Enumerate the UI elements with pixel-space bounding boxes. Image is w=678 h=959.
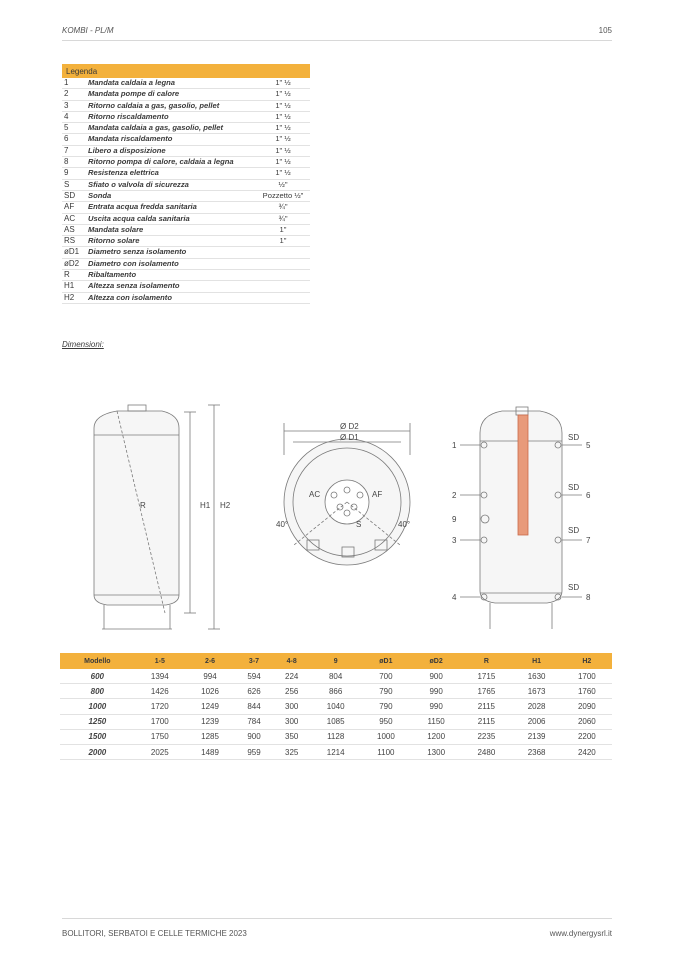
value-cell: 784 (235, 714, 273, 729)
legend-key: 8 (62, 157, 86, 168)
legend-size: 1" (256, 224, 310, 235)
footer-title: BOLLITORI, SERBATOI E CELLE TERMICHE 2023 (62, 929, 247, 938)
legend-row (62, 270, 310, 281)
legend-table (62, 64, 310, 304)
table-row (60, 729, 612, 744)
table-row (60, 744, 612, 759)
label-sd: SD (568, 583, 580, 592)
value-cell: 2368 (511, 744, 561, 759)
value-cell: 2420 (562, 744, 612, 759)
value-cell: 1765 (461, 684, 511, 699)
legend-size: ¾" (256, 202, 310, 213)
column-header: 2-6 (185, 653, 235, 669)
value-cell: 224 (273, 669, 311, 684)
label-1: 1 (452, 441, 457, 450)
legend-description: Ritorno caldaia a gas, gasolio, pellet (86, 100, 256, 111)
value-cell: 1426 (135, 684, 185, 699)
value-cell: 990 (411, 699, 461, 714)
legend-key: 2 (62, 89, 86, 100)
value-cell: 1200 (411, 729, 461, 744)
value-cell: 1750 (135, 729, 185, 744)
legend-size: 1" (256, 236, 310, 247)
legend-description: Diametro senza isolamento (86, 247, 256, 258)
value-cell: 950 (361, 714, 411, 729)
legend-size: 1" ½ (256, 111, 310, 122)
value-cell: 1394 (135, 669, 185, 684)
label-3: 3 (452, 536, 457, 545)
legend-row (62, 202, 310, 213)
label-5: 5 (586, 441, 591, 450)
dimensions-label: Dimensioni: (62, 340, 104, 349)
legend-size: ¾" (256, 213, 310, 224)
legend-size (256, 281, 310, 292)
side-view-drawing (94, 405, 220, 629)
value-cell: 256 (273, 684, 311, 699)
legend-description: Entrata acqua fredda sanitaria (86, 202, 256, 213)
label-d1: Ø D1 (340, 433, 359, 442)
label-angle-left: 40° (276, 520, 289, 529)
value-cell: 866 (311, 684, 361, 699)
legend-key: 1 (62, 78, 86, 89)
label-d2: Ø D2 (340, 422, 359, 431)
legend-row (62, 168, 310, 179)
legend-description: Libero a disposizione (86, 145, 256, 156)
value-cell: 2025 (135, 744, 185, 759)
legend-key: øD1 (62, 247, 86, 258)
footer-url[interactable]: www.dynergysrl.it (549, 929, 612, 938)
label-ac: AC (309, 490, 321, 499)
legend-key: AC (62, 213, 86, 224)
value-cell: 2200 (562, 729, 612, 744)
legend-row (62, 224, 310, 235)
page-footer (62, 918, 612, 939)
value-cell: 300 (273, 714, 311, 729)
label-sd: SD (568, 433, 580, 442)
column-header: 9 (311, 653, 361, 669)
value-cell: 1000 (361, 729, 411, 744)
value-cell: 900 (411, 669, 461, 684)
legend-key: H2 (62, 292, 86, 303)
legend-description: Sonda (86, 190, 256, 201)
legend-description: Mandata caldaia a legna (86, 78, 256, 89)
value-cell: 1715 (461, 669, 511, 684)
legend-key: H1 (62, 281, 86, 292)
value-cell: 1085 (311, 714, 361, 729)
legend-size (256, 258, 310, 269)
legend-row (62, 213, 310, 224)
label-sd: SD (568, 483, 580, 492)
value-cell: 2480 (461, 744, 511, 759)
legend-row (62, 292, 310, 303)
legend-row (62, 78, 310, 89)
legend-key: 3 (62, 100, 86, 111)
legend-row (62, 145, 310, 156)
column-header: Modello (60, 653, 135, 669)
table-row (60, 699, 612, 714)
value-cell: 1239 (185, 714, 235, 729)
value-cell: 2090 (562, 699, 612, 714)
value-cell: 844 (235, 699, 273, 714)
value-cell: 1285 (185, 729, 235, 744)
column-header: 4-8 (273, 653, 311, 669)
value-cell: 594 (235, 669, 273, 684)
doc-title: KOMBI - PL/M (62, 26, 114, 35)
legend-description: Diametro con isolamento (86, 258, 256, 269)
value-cell: 1630 (511, 669, 561, 684)
value-cell: 1760 (562, 684, 612, 699)
label-8: 8 (586, 593, 591, 602)
legend-description: Mandata riscaldamento (86, 134, 256, 145)
value-cell: 804 (311, 669, 361, 684)
value-cell: 1128 (311, 729, 361, 744)
legend-description: Mandata caldaia a gas, gasolio, pellet (86, 123, 256, 134)
model-cell: 1000 (60, 699, 135, 714)
legend-key: 6 (62, 134, 86, 145)
legend-row (62, 89, 310, 100)
legend-description: Ritorno riscaldamento (86, 111, 256, 122)
label-9: 9 (452, 515, 457, 524)
value-cell: 2115 (461, 699, 511, 714)
value-cell: 325 (273, 744, 311, 759)
legend-size: 1" ½ (256, 89, 310, 100)
legend-row (62, 247, 310, 258)
table-row (60, 669, 612, 684)
column-header: 3-7 (235, 653, 273, 669)
legend-description: Uscita acqua calda sanitaria (86, 213, 256, 224)
label-r: R (140, 501, 146, 510)
model-cell: 1250 (60, 714, 135, 729)
value-cell: 300 (273, 699, 311, 714)
table-row (60, 684, 612, 699)
label-4: 4 (452, 593, 457, 602)
model-cell: 600 (60, 669, 135, 684)
legend-size: 1" ½ (256, 100, 310, 111)
section-view-drawing (460, 407, 582, 629)
legend-size: 1" ½ (256, 123, 310, 134)
legend-key: S (62, 179, 86, 190)
value-cell: 2235 (461, 729, 511, 744)
legend-size: 1" ½ (256, 145, 310, 156)
legend-size: Pozzetto ½" (256, 190, 310, 201)
legend-size: 1" ½ (256, 168, 310, 179)
legend-row (62, 134, 310, 145)
legend-row (62, 258, 310, 269)
legend-key: 9 (62, 168, 86, 179)
column-header: 1-5 (135, 653, 185, 669)
legend-size (256, 270, 310, 281)
value-cell: 790 (361, 684, 411, 699)
value-cell: 2060 (562, 714, 612, 729)
table-row (60, 714, 612, 729)
legend-description: Mandata solare (86, 224, 256, 235)
value-cell: 1673 (511, 684, 561, 699)
value-cell: 1720 (135, 699, 185, 714)
technical-drawings (62, 395, 622, 640)
top-view-drawing (284, 423, 410, 565)
value-cell: 1100 (361, 744, 411, 759)
legend-description: Ritorno solare (86, 236, 256, 247)
label-7: 7 (586, 536, 591, 545)
label-af: AF (372, 490, 383, 499)
label-6: 6 (586, 491, 591, 500)
legend-description: Mandata pompe di calore (86, 89, 256, 100)
value-cell: 2115 (461, 714, 511, 729)
model-cell: 2000 (60, 744, 135, 759)
column-header: H1 (511, 653, 561, 669)
legend-description: Ritorno pompa di calore, caldaia a legna (86, 157, 256, 168)
model-cell: 1500 (60, 729, 135, 744)
legend-size: 1" ½ (256, 134, 310, 145)
legend-description: Ribaltamento (86, 270, 256, 281)
legend-row (62, 281, 310, 292)
legend-row (62, 100, 310, 111)
value-cell: 1489 (185, 744, 235, 759)
value-cell: 1249 (185, 699, 235, 714)
value-cell: 790 (361, 699, 411, 714)
legend-key: øD2 (62, 258, 86, 269)
legend-description: Altezza con isolamento (86, 292, 256, 303)
legend-key: 7 (62, 145, 86, 156)
dimensions-table (60, 653, 612, 760)
value-cell: 1150 (411, 714, 461, 729)
label-s: S (356, 520, 362, 529)
legend-key: R (62, 270, 86, 281)
value-cell: 1026 (185, 684, 235, 699)
legend-row (62, 236, 310, 247)
value-cell: 900 (235, 729, 273, 744)
value-cell: 700 (361, 669, 411, 684)
legend-row (62, 179, 310, 190)
legend-description: Altezza senza isolamento (86, 281, 256, 292)
value-cell: 1040 (311, 699, 361, 714)
value-cell: 1700 (135, 714, 185, 729)
value-cell: 959 (235, 744, 273, 759)
legend-key: SD (62, 190, 86, 201)
label-h2: H2 (220, 501, 231, 510)
page-header (62, 26, 612, 41)
label-angle-right: 40° (398, 520, 411, 529)
value-cell: 994 (185, 669, 235, 684)
legend-title: Legenda (62, 64, 310, 78)
legend-size (256, 247, 310, 258)
legend-row (62, 111, 310, 122)
value-cell: 2139 (511, 729, 561, 744)
page-number: 105 (598, 26, 612, 35)
column-header: øD1 (361, 653, 411, 669)
legend-size (256, 292, 310, 303)
label-sd: SD (568, 526, 580, 535)
legend-key: 4 (62, 111, 86, 122)
value-cell: 2006 (511, 714, 561, 729)
column-header: R (461, 653, 511, 669)
value-cell: 626 (235, 684, 273, 699)
value-cell: 1300 (411, 744, 461, 759)
legend-key: RS (62, 236, 86, 247)
value-cell: 1700 (562, 669, 612, 684)
legend-row (62, 157, 310, 168)
value-cell: 1214 (311, 744, 361, 759)
legend-size: 1" ½ (256, 78, 310, 89)
legend-row (62, 123, 310, 134)
column-header: H2 (562, 653, 612, 669)
value-cell: 350 (273, 729, 311, 744)
legend-size: 1" ½ (256, 157, 310, 168)
legend-description: Sfiato o valvola di sicurezza (86, 179, 256, 190)
legend-key: AS (62, 224, 86, 235)
model-cell: 800 (60, 684, 135, 699)
legend-size: ½" (256, 179, 310, 190)
column-header: øD2 (411, 653, 461, 669)
value-cell: 2028 (511, 699, 561, 714)
legend-key: AF (62, 202, 86, 213)
legend-description: Resistenza elettrica (86, 168, 256, 179)
label-h1: H1 (200, 501, 211, 510)
value-cell: 990 (411, 684, 461, 699)
legend-key: 5 (62, 123, 86, 134)
label-2: 2 (452, 491, 457, 500)
legend-row (62, 190, 310, 201)
